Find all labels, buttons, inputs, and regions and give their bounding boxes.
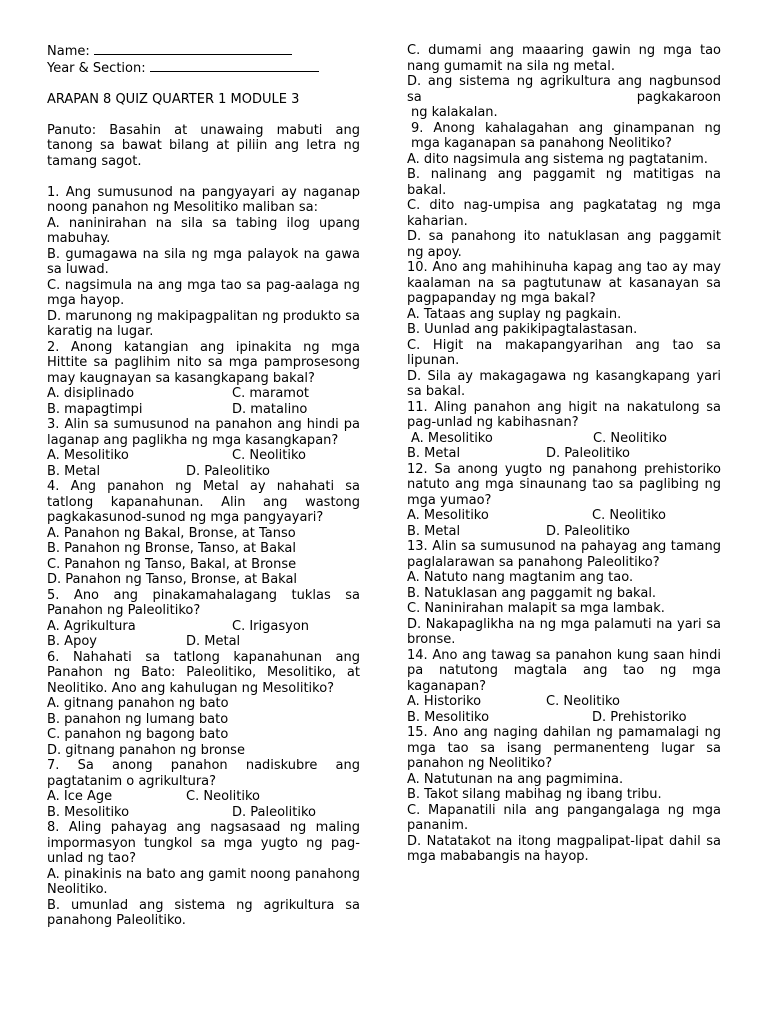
name-field [47,43,360,60]
q5-option-b: B. Apoy [47,634,97,649]
q15-option-a: A. Natutunan na ang pagmimina. [407,771,624,787]
q7-option-b: B. Mesolitiko [47,804,130,820]
q11-option-d: D. Paleolitiko [546,446,631,461]
q12-options-row-1 [407,508,721,524]
question-14: 14. Ano ang tawag sa panahon kung saan hindi pa natutong magtala ang tao ng mga kaganapan? [407,647,721,694]
q8-option-d: D. ang sistema ng agrikultura ang nagbunsod sa pagkakaroon [407,74,721,105]
q4-option-d: D. Panahon ng Tanso, Bronse, at Bakal [47,572,298,587]
question-9: 9. Anong kahalagahan ang ginampanan ng mga kaganapan sa panahong Neolitiko? [411,120,721,151]
left-column [47,43,360,929]
name-label: Name: [47,44,90,59]
q5-option-c: C. Irigasyon [232,618,310,634]
q7-options-row-1 [47,789,360,805]
section-blank[interactable] [150,60,319,72]
q5-options-row-1 [47,619,360,635]
q11-option-c: C. Neolitiko [593,430,667,446]
right-column [407,43,721,865]
q10-option-d: D. Sila ay makagagawa ng kasangkapang yari sa bakal. [407,368,721,399]
q11-option-b: B. Metal [407,446,461,461]
question-7: 7. Sa anong panahon nadiskubre ang pagtatanim o agrikultura? [47,758,360,789]
quiz-title: ARAPAN 8 QUIZ QUARTER 1 MODULE 3 [47,91,300,107]
q15-option-d: D. Natatakot na itong magpalipat-lipat dahil sa mga mababangis na hayop. [407,833,721,864]
q9-option-d: D. sa panahong ito natuklasan ang paggamit ng apoy. [407,229,721,260]
q3-option-d: D. Paleolitiko [186,463,271,479]
q3-options-row-2 [47,464,360,480]
q9-option-c: C. dito nag-umpisa ang pagkatatag ng mga kaharian. [407,198,721,229]
question-10: 10. Ano ang mahihinuha kapag ang tao ay may kaalaman na sa pagtutunaw at kasanayan sa pagpapanday ng mga bakal? [407,260,721,306]
q15-option-c: C. Mapanatili nila ang pangangalaga ng mga pananim. [407,802,721,833]
q10-option-c: C. Higit na makapangyarihan ang tao sa lipunan. [407,337,721,368]
question-1: 1. Ang sumusunod na pangyayari ay naganap noong panahon ng Mesolitiko maliban sa: [47,184,360,215]
q12-options-row-2 [407,524,721,540]
question-6: 6. Nahahati sa tatlong kapanahunan ang Panahon ng Bato: Paleolitiko, Mesolitiko, at Neolitiko. Ano ang kahulugan ng Mesolitiko? [47,649,360,696]
question-8: 8. Aling pahayag ang nagsasaad ng maling impormasyon tungkol sa mga yugto ng pag-unlad ng tao? [47,820,360,866]
question-11: 11. Aling panahon ang higit na nakatulong sa pag-unlad ng kabihasnan? [407,399,721,430]
q3-option-b: B. Metal [47,463,101,479]
q6-option-a: A. gitnang panahon ng bato [47,696,229,711]
q10-option-b: B. Uunlad ang pakikipagtalastasan. [407,322,638,337]
q1-option-b: B. gumagawa na sila ng mga palayok na gawa sa luwad. [47,246,360,277]
q11-options-row-1 [407,431,721,447]
q12-option-a: A. Mesolitiko [407,508,489,523]
q13-option-d: D. Nakapaglikha na ng mga palamuti na yari sa bronse. [407,616,721,647]
q2-option-a: A. disiplinado [47,386,135,401]
q2-options-row-2 [47,402,360,418]
q6-option-b: B. panahon ng lumang bato [47,711,229,727]
q11-option-a: A. Mesolitiko [411,430,493,446]
q5-options-row-2 [47,634,360,650]
q7-option-c: C. Neolitiko [186,789,260,804]
q14-options-row-1 [407,694,721,710]
instructions: Panuto: Basahin at unawaing mabuti ang tanong sa bawat bilang at piliin ang letra ng tamang sagot. [47,122,360,169]
q12-option-b: B. Metal [407,523,461,539]
q12-option-d: D. Paleolitiko [546,523,631,539]
q14-option-d: D. Prehistoriko [592,709,687,725]
question-12: 12. Sa anong yugto ng panahong prehistoriko natuto ang mga sinaunang tao sa paglibing ng mga yumao? [407,461,721,508]
question-2: 2. Anong katangian ang ipinakita ng mga Hittite sa paglihim nito sa mga pamprosesong may kaugnayan sa kasangkapang bakal? [47,339,360,386]
q15-option-b: B. Takot silang mabihag ng ibang tribu. [407,787,662,802]
question-15: 15. Ano ang naging dahilan ng pamamalagi ng mga tao sa isang permanenteng lugar sa panahon ng Neolitiko? [407,725,721,771]
q3-option-a: A. Mesolitiko [47,448,129,463]
q13-option-c: C. Naninirahan malapit sa mga lambak. [407,601,665,616]
name-blank[interactable] [94,43,292,55]
question-3: 3. Alin sa sumusunod na panahon ang hindi pa laganap ang paglikha ng mga kasangkapan? [47,417,360,448]
q4-option-b: B. Panahon ng Bronse, Tanso, at Bakal [47,541,296,556]
question-5: 5. Ano ang pinakamahalagang tuklas sa Panahon ng Paleolitiko? [47,587,360,618]
q2-option-b: B. mapagtimpi [47,401,143,417]
q1-option-d: D. marunong ng makipagpalitan ng produkto sa karatig na lugar. [47,308,360,339]
q2-option-c: C. maramot [232,386,309,401]
q1-option-a: A. naninirahan na sila sa tabing ilog upang mabuhay. [47,215,360,246]
q3-options-row-1 [47,448,360,464]
q14-option-c: C. Neolitiko [546,694,620,709]
q4-option-a: A. Panahon ng Bakal, Bronse, at Tanso [47,525,296,541]
question-13: 13. Alin sa sumusunod na pahayag ang tamang paglalarawan sa panahong Paleolitiko? [407,539,721,570]
q7-option-d: D. Paleolitiko [232,804,317,820]
q10-option-a: A. Tataas ang suplay ng pagkain. [407,306,622,322]
q3-option-c: C. Neolitiko [232,448,306,463]
q8-option-a: A. pinakinis na bato ang gamit noong panahong Neolitiko. [47,866,360,897]
section-field [47,60,360,77]
q1-option-c: C. nagsimula na ang mga tao sa pag-aalaga ng mga hayop. [47,277,360,308]
q6-option-d: D. gitnang panahon ng bronse [47,742,245,758]
q7-option-a: A. Ice Age [47,789,113,804]
q5-option-a: A. Agrikultura [47,618,136,634]
q8-option-d-cont: ng kalakalan. [411,105,498,120]
q5-option-d: D. Metal [186,634,241,649]
q9-option-b: B. nalinang ang paggamit ng matitigas na bakal. [407,167,721,198]
q12-option-c: C. Neolitiko [592,508,666,523]
q13-option-a: A. Natuto nang magtanim ang tao. [407,570,634,585]
q8-option-c: C. dumami ang maaaring gawin ng mga tao nang gumamit na sila ng metal. [407,43,721,74]
q2-options-row-1 [47,386,360,402]
q14-options-row-2 [407,710,721,726]
q6-option-c: C. panahon ng bagong bato [47,727,229,742]
q8-option-b: B. umunlad ang sistema ng agrikultura sa panahong Paleolitiko. [47,897,360,928]
q13-option-b: B. Natuklasan ang paggamit ng bakal. [407,585,657,601]
q2-option-d: D. matalino [232,401,308,417]
q7-options-row-2 [47,805,360,821]
q11-options-row-2 [407,446,721,462]
q9-option-a: A. dito nagsimula ang sistema ng pagtatanim. [407,151,708,167]
q14-option-b: B. Mesolitiko [407,709,490,725]
q4-option-c: C. Panahon ng Tanso, Bakal, at Bronse [47,556,297,572]
question-4: 4. Ang panahon ng Metal ay nahahati sa tatlong kapanahunan. Alin ang wastong pagkakasunod-sunod ng mga pangyayari? [47,479,360,525]
q14-option-a: A. Historiko [407,694,482,709]
section-label: Year & Section: [47,60,146,76]
